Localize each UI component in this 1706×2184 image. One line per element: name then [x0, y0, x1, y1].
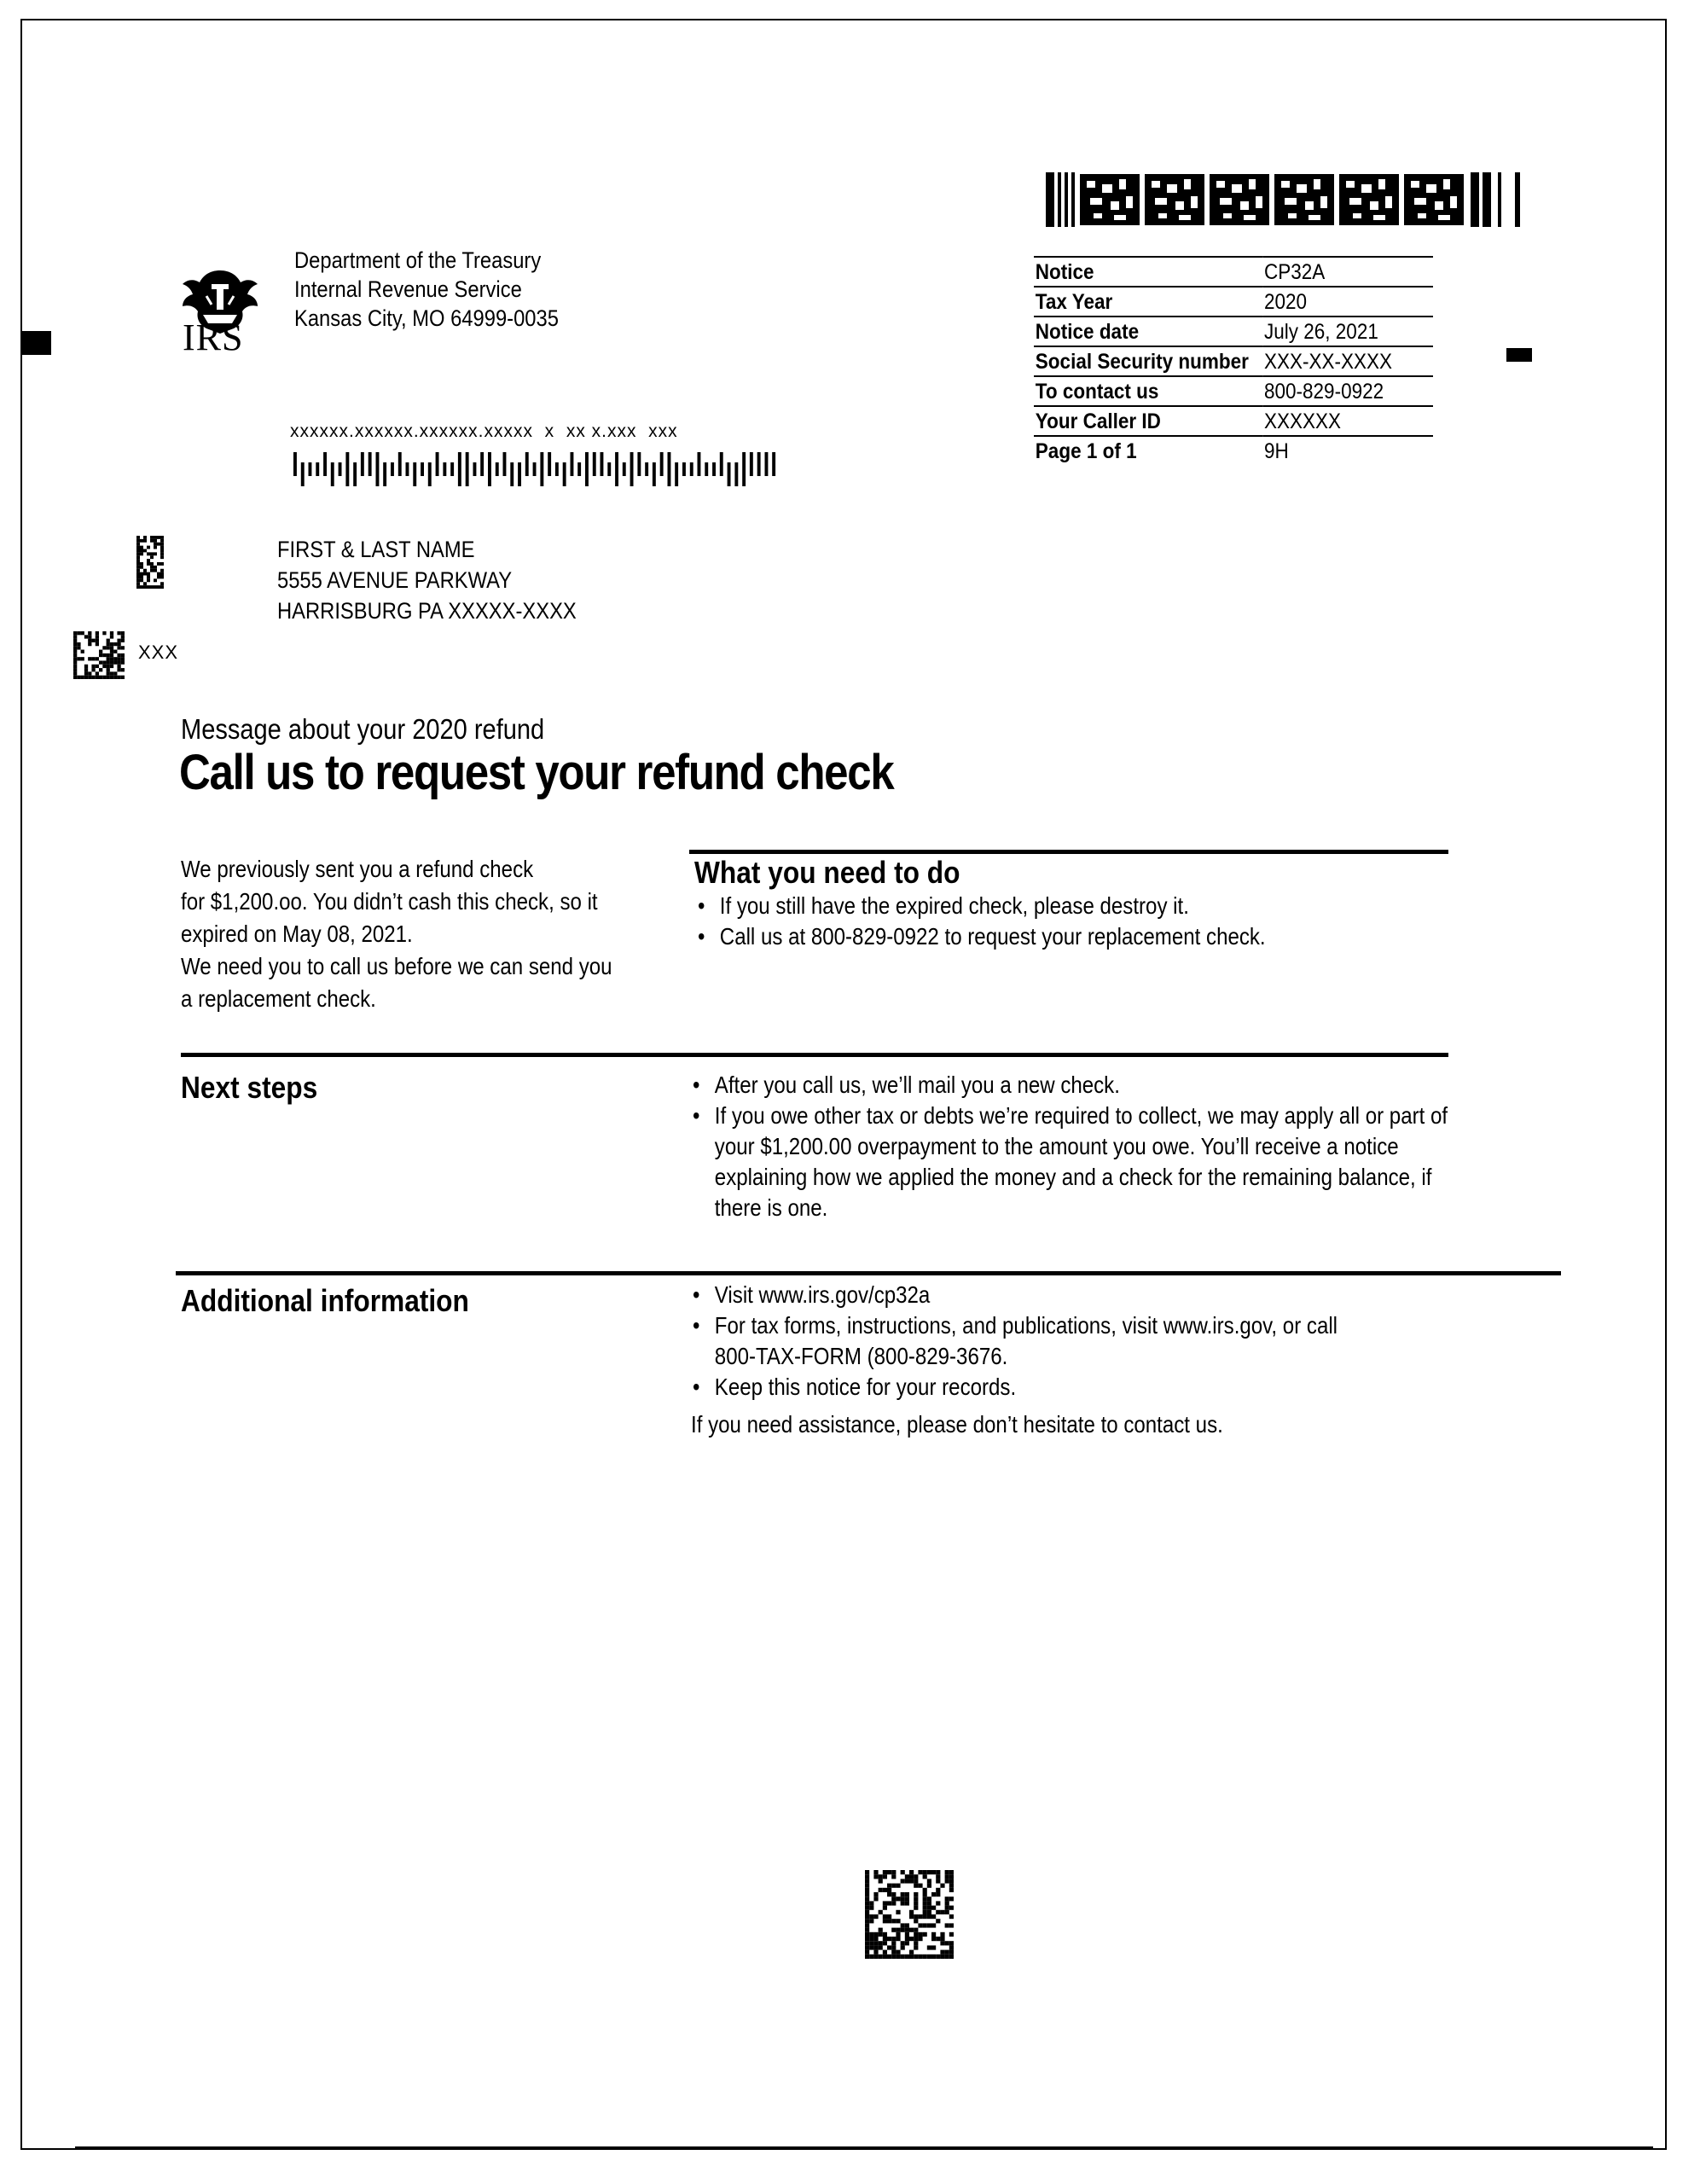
- notice-info-value: XXX-XX-XXXX: [1262, 346, 1433, 376]
- additional-information-heading: Additional information: [181, 1283, 469, 1318]
- mailing-code-line: xxxxxx.xxxxxx.xxxxxx.xxxxx x xx x.xxx xxx: [290, 421, 678, 441]
- notice-info-label: Notice date: [1034, 317, 1262, 346]
- next-steps-list: [693, 1070, 1448, 1223]
- notice-info-row: [1034, 317, 1433, 346]
- notice-info-value: 9H: [1262, 436, 1433, 465]
- postal-barcode: [293, 452, 780, 486]
- intro-line: We need you to call us before we can send you: [181, 953, 612, 979]
- irs-logo-text: IRS: [183, 317, 244, 358]
- list-item: • Keep this notice for your records.: [693, 1372, 1338, 1403]
- intro-line: a replacement check.: [181, 985, 376, 1012]
- notice-info-row: [1034, 406, 1433, 436]
- notice-info-value: XXXXXX: [1262, 406, 1433, 436]
- section-rule: [176, 1271, 1561, 1275]
- what-you-need-to-do-heading: What you need to do: [694, 855, 960, 890]
- notice-subtitle: Message about your 2020 refund: [181, 713, 545, 745]
- bottom-rule: [75, 2146, 1653, 2148]
- list-item: • If you owe other tax or debts we’re required to collect, we may apply all or part of: [693, 1101, 1448, 1131]
- notice-info-label: Notice: [1034, 257, 1262, 287]
- top-barcode: [1046, 172, 1522, 227]
- recipient-city: HARRISBURG PA XXXXX-XXXX: [277, 598, 577, 624]
- list-item-continuation: your $1,200.00 overpayment to the amount you owe. You’ll receive a notice: [714, 1133, 1399, 1159]
- notice-info-value: July 26, 2021: [1262, 317, 1433, 346]
- list-item: • Visit www.irs.gov/cp32a: [693, 1280, 1338, 1310]
- datamatrix-code: [73, 631, 125, 679]
- closing-sentence: If you need assistance, please don’t hesitate to contact us.: [691, 1411, 1223, 1438]
- registration-mark-left: [20, 331, 51, 355]
- notice-info-row: [1034, 436, 1433, 465]
- agency-line: Department of the Treasury: [294, 247, 542, 273]
- notice-info-row: [1034, 287, 1433, 317]
- notice-info-label: To contact us: [1034, 376, 1262, 406]
- notice-info-value: 800-829-0922: [1262, 376, 1433, 406]
- list-item-continuation: explaining how we applied the money and a check for the remaining balance, if: [714, 1164, 1432, 1190]
- agency-line: Internal Revenue Service: [294, 276, 522, 302]
- list-item-continuation: 800-TAX-FORM (800-829-3676.: [714, 1343, 1008, 1369]
- notice-info-table: [1034, 256, 1433, 465]
- notice-title: Call us to request your refund check: [179, 745, 894, 800]
- notice-info-label: Social Security number: [1034, 346, 1262, 376]
- list-item: • After you call us, we’ll mail you a new check.: [693, 1070, 1448, 1101]
- intro-line: We previously sent you a refund check: [181, 856, 534, 882]
- registration-mark-right: [1506, 348, 1532, 362]
- list-item: • For tax forms, instructions, and publications, visit www.irs.gov, or call: [693, 1310, 1338, 1341]
- agency-address: [294, 246, 559, 333]
- notice-info-row: [1034, 257, 1433, 287]
- notice-info-label: Page 1 of 1: [1034, 436, 1262, 465]
- recipient-address: [277, 534, 577, 626]
- recipient-name: FIRST & LAST NAME: [277, 537, 475, 562]
- notice-info-label: Tax Year: [1034, 287, 1262, 317]
- notice-info-row: [1034, 346, 1433, 376]
- list-item: • If you still have the expired check, please destroy it.: [698, 891, 1266, 921]
- what-you-need-to-do-list: [698, 891, 1266, 952]
- next-steps-heading: Next steps: [181, 1070, 318, 1105]
- code-label: XXX: [138, 642, 179, 663]
- notice-info-value: CP32A: [1262, 257, 1433, 287]
- intro-line: for $1,200.oo. You didn’t cash this check, so it: [181, 888, 598, 915]
- intro-line: expired on May 08, 2021.: [181, 921, 413, 947]
- section-rule: [689, 850, 1448, 854]
- section-rule: [181, 1053, 1448, 1057]
- notice-info-value: 2020: [1262, 287, 1433, 317]
- additional-information-list: [693, 1280, 1338, 1403]
- intro-paragraph: [181, 853, 612, 1015]
- datamatrix-code-large: [865, 1870, 954, 1959]
- list-item-continuation: there is one.: [714, 1194, 828, 1221]
- notice-info-label: Your Caller ID: [1034, 406, 1262, 436]
- recipient-street: 5555 AVENUE PARKWAY: [277, 567, 513, 593]
- notice-info-row: [1034, 376, 1433, 406]
- datamatrix-code-small: [136, 536, 164, 589]
- agency-line: Kansas City, MO 64999-0035: [294, 305, 559, 331]
- list-item: • Call us at 800-829-0922 to request your replacement check.: [698, 921, 1266, 952]
